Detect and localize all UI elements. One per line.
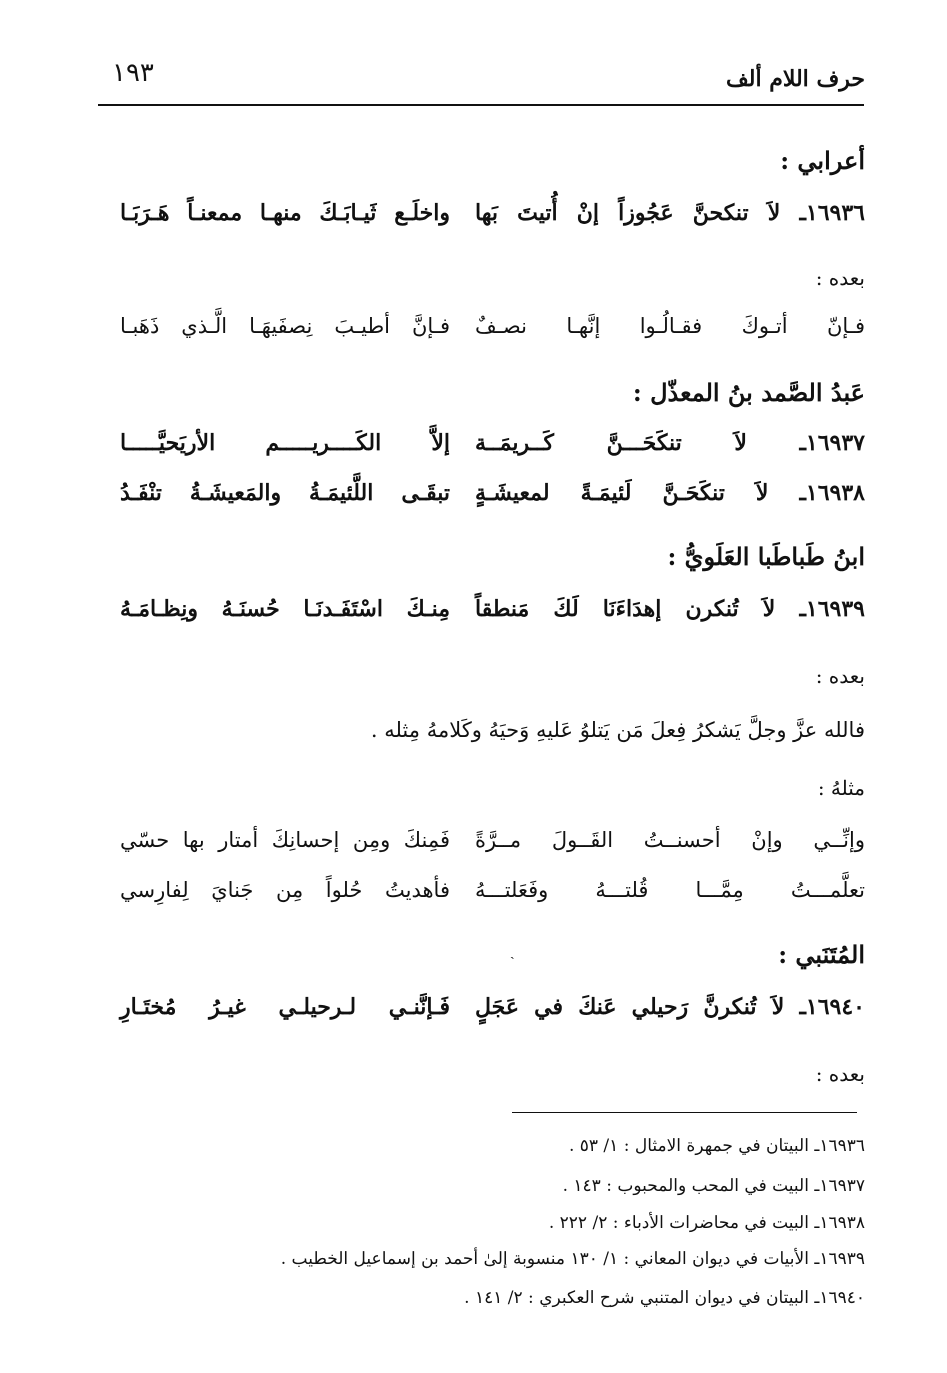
poet-heading-arabi: أعرابي : [780,146,865,175]
verse-following-1 [120,314,865,354]
footnote-16936: ١٦٩٣٦ـ البيتان في جمهرة الامثال : ١/ ٥٣ . [568,1136,865,1156]
poet-heading-ibn-tabataba: ابنُ طَباطَبا العَلَويُّ : [667,542,865,571]
verse-first-hemistich: ١٦٩٤٠ـ لاَ تُنكرنَّ رَحيلي عَنكَ في عَجَلٍ [475,994,865,1020]
chapter-title: حرف اللام ألف [725,66,865,92]
stray-mark: ˏ [510,944,515,960]
like-label: مثلهُ : [817,776,865,800]
verse-first-hemistich: ١٦٩٣٦ـ لاَ تنكحنَّ عَجُوزاً إنْ أُتيتَ بَها [475,200,865,226]
verse-second-hemistich: إلاَّ الكَــــريـــــم الأريَحيَّـــــا [120,430,450,456]
verse-second-hemistich: تبقَـى اللَّئيمَـةُ والمَعيشَـةُ تنْفَـدُ [120,480,450,506]
verse-second-hemistich: فـإنَّ أطيـبَ نِصفَيهَـا الَّـذي ذَهَبـا [120,314,450,338]
verse-second-hemistich: فَـإنَّنـي لـرحيلـي غيـرُ مُختَـارِ [120,994,450,1020]
after-label: بعده : [815,266,865,290]
after-label: بعده : [815,1062,865,1086]
verse-second-hemistich: فَمِنكَ ومِن إحسانِكَ أمتار بها حسّي [120,828,450,852]
footnote-16939: ١٦٩٣٩ـ الأبيات في ديوان المعاني : ١/ ١٣٠ منسوبة إلىٰ أحمد بن إسماعيل الخطيب . [280,1249,865,1269]
verse-16937 [120,430,865,470]
verse-16939 [120,596,865,636]
poet-heading-abdussamad: عَبدُ الصَّمد بنُ المعذّل : [632,378,865,407]
verse-mithl-1 [120,828,865,868]
verse-first-hemistich: ١٦٩٣٩ـ لاَ تُنكرن إهدَاءَنَا لَكَ مَنطقاً [475,596,865,622]
footnote-16940: ١٦٩٤٠ـ البيتان في ديوان المتنبي شرح العكبري : ٢/ ١٤١ . [464,1288,865,1308]
verse-mithl-2 [120,878,865,918]
poet-heading-mutanabbi: المُتَنَبي : [778,940,865,969]
verse-16940 [120,994,865,1034]
footnote-16937: ١٦٩٣٧ـ البيت في المحب والمحبوب : ١٤٣ . [562,1176,865,1196]
verse-second-hemistich: مِنـكَ اسْتَفَـدنَـا حُسنَـهُ ونِظـامَـهُ [120,596,450,622]
page-number: ١٩٣ [112,58,154,88]
footnote-16938: ١٦٩٣٨ـ البيت في محاضرات الأدباء : ٢/ ٢٢٢ . [548,1213,865,1233]
verse-first-hemistich: ١٦٩٣٧ـ لاَ تنكَحَـــنَّ كَــريمَــة [475,430,865,456]
verse-first-hemistich: تعلَّمـــتُ مِمَّـــا قُلتـــهُ وفَعَلتـــهُ [475,878,865,902]
verse-second-hemistich: فأهديتُ حُلواً مِن جَنايَ لِفارِسي [120,878,450,902]
footnote-rule [512,1112,857,1113]
verse-second-hemistich: واخلَـع ثَيـابَـكَ منهـا ممعنـاً هَـرَبَـا [120,200,450,226]
verse-first-hemistich: فـإنّ أتـوكَ فقـالُـوا إنَّهـا نصـفٌ [475,314,865,338]
verse-first-hemistich: ١٦٩٣٨ـ لاَ تنكَحَـنَّ لَئيمَـةً لمعيشَـةٍ [475,480,865,506]
verse-16938 [120,480,865,520]
header-rule [98,104,864,106]
prose-line: فالله عزَّ وجلَّ يَشكرُ فِعلَ مَن يَتلوُ عَليهِ وَحيَهُ وكَلامهُ مِثله . [370,718,865,742]
verse-first-hemistich: وإنِّــي وإنْ أحسنــتُ القَــولَ مــرَّةً [475,828,865,852]
after-label: بعده : [815,664,865,688]
verse-16936 [120,200,865,240]
